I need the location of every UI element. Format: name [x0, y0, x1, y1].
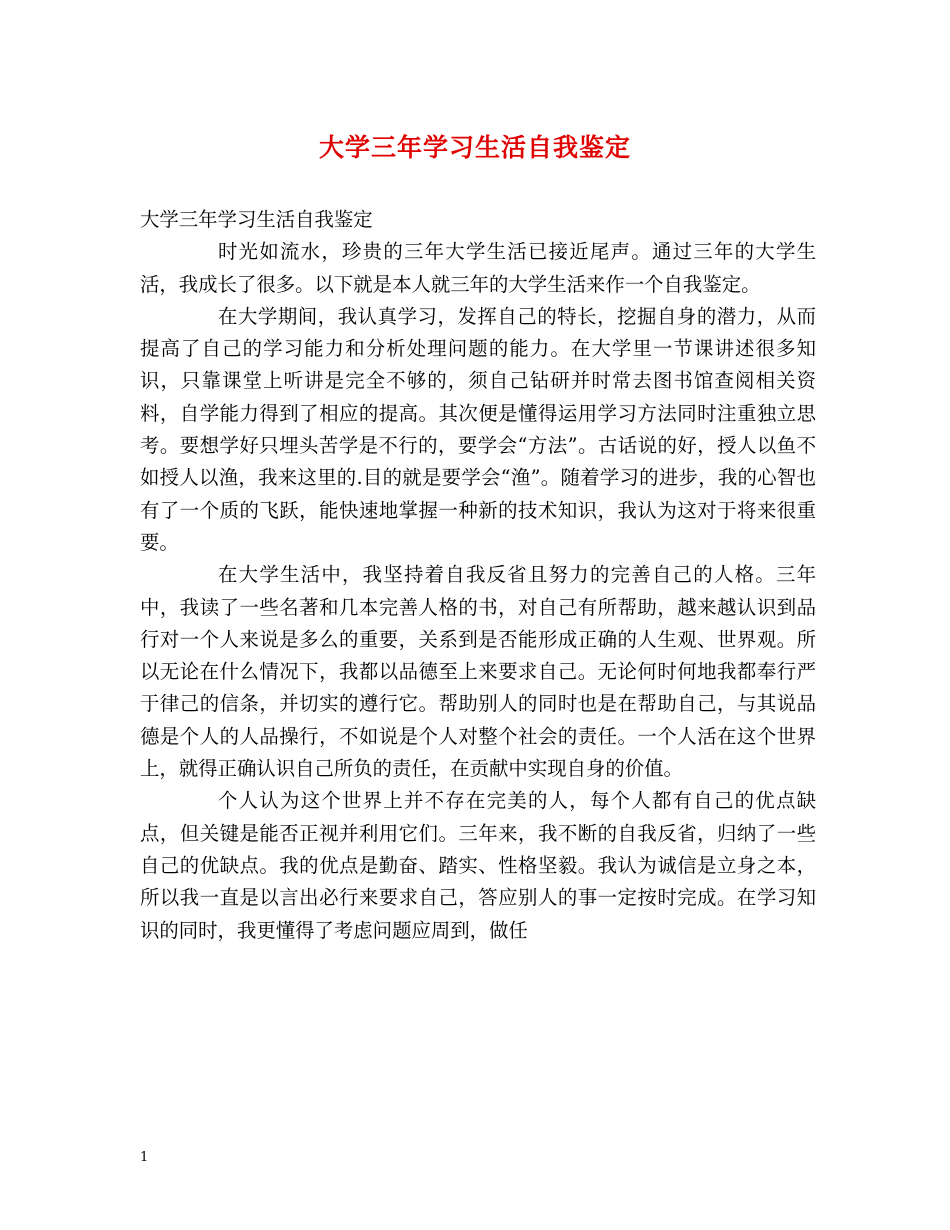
paragraph-3: 在大学生活中，我坚持着自我反省且努力的完善自己的人格。三年中，我读了一些名著和几本完善人格的书，对自己有所帮助，越来越认识到品行对一个人来说是多么的重要，关系到是否能形成正确的人生观、世界观。所以无论在什么情况下，我都以品德至上来要求自己。无论何时何地我都奉行严于律己的信条，并切实的遵行它。帮助别人的同时也是在帮助自己，与其说品德是个人的人品操行，不如说是个人对整个社会的责任。一个人活在这个世界上，就得正确认识自己所负的责任，在贡献中实现自身的价值。	[140, 563, 816, 781]
paragraph-4: 个人认为这个世界上并不存在完美的人，每个人都有自己的优点缺点，但关键是能否正视并利用它们。三年来，我不断的自我反省，归纳了一些自己的优缺点。我的优点是勤奋、踏实、性格坚毅。我认为诚信是立身之本，所以我一直是以言出必行来要求自己，答应别人的事一定按时完成。在学习知识的同时，我更懂得了考虑问题应周到，做任	[140, 789, 816, 942]
page-number: 1	[140, 1150, 149, 1165]
document-title: 大学三年学习生活自我鉴定	[318, 133, 631, 162]
document-subtitle: 大学三年学习生活自我鉴定	[140, 208, 373, 231]
paragraph-1: 时光如流水，珍贵的三年大学生活已接近尾声。通过三年的大学生活，我成长了很多。以下就是本人就三年的大学生活来作一个自我鉴定。	[140, 240, 816, 296]
document-body	[140, 204, 816, 947]
paragraph-2: 在大学期间，我认真学习，发挥自己的特长，挖掘自身的潜力，从而提高了自己的学习能力和分析处理问题的能力。在大学里一节课讲述很多知识，只靠课堂上听讲是完全不够的，须自己钻研并时常去图书馆查阅相关资料，自学能力得到了相应的提高。其次便是懂得运用学习方法同时注重独立思考。要想学好只埋头苦学是不行的，要学会“方法”。古话说的好，授人以鱼不如授人以渔，我来这里的.目的就是要学会“渔”。随着学习的进步，我的心智也有了一个质的飞跃，能快速地掌握一种新的技术知识，我认为这对于将来很重要。	[140, 304, 816, 554]
